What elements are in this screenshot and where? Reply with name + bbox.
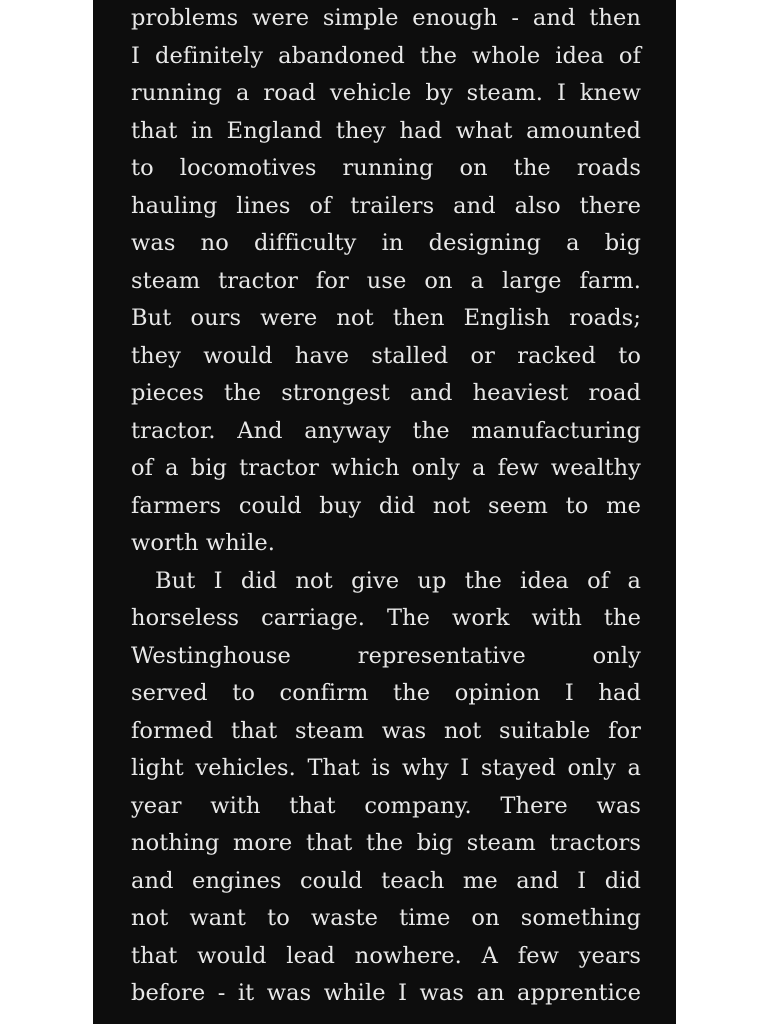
text-line: and engines could teach me and I did xyxy=(131,867,641,894)
text-line: problems were simple enough - and then xyxy=(131,5,641,31)
text-line: light vehicles. That is why I stayed only a xyxy=(131,755,641,781)
text-line: running a road vehicle by steam. I knew xyxy=(131,80,641,106)
text-line: Westinghouse representative only xyxy=(131,642,641,669)
text-line: formed that steam was not suitable for xyxy=(131,717,641,744)
text-line: nothing more that the big steam tractors xyxy=(131,830,641,856)
text-line: before - it was while I was an apprentice xyxy=(131,980,641,1006)
text-line: of a big tractor which only a few wealthy xyxy=(131,455,641,481)
text-line: not want to waste time on something xyxy=(131,905,641,931)
text-line: horseless carriage. The work with the xyxy=(131,605,641,631)
text-line: I definitely abandoned the whole idea of xyxy=(131,42,641,69)
text-line: hauling lines of trailers and also there xyxy=(131,192,641,219)
text-line: that would lead nowhere. A few years xyxy=(131,942,641,969)
text-line: year with that company. There was xyxy=(131,792,641,819)
text-line: But ours were not then English roads; xyxy=(131,305,641,331)
paragraph-start-line: But I did not give up the idea of a xyxy=(155,567,641,594)
text-line: pieces the strongest and heaviest road xyxy=(131,380,641,406)
reader-page xyxy=(93,0,676,1024)
text-line: steam tractor for use on a large farm. xyxy=(131,267,641,294)
text-line: that in England they had what amounted xyxy=(131,117,641,144)
text-line: tractor. And anyway the manufacturing xyxy=(131,417,641,444)
text-line: to locomotives running on the roads xyxy=(131,155,641,181)
text-line: served to confirm the opinion I had xyxy=(131,680,641,706)
text-line: was no difficulty in designing a big xyxy=(131,230,641,256)
text-line: they would have stalled or racked to xyxy=(131,342,641,369)
body-text xyxy=(131,0,641,1013)
text-line: farmers could buy did not seem to me xyxy=(131,492,641,519)
paragraph-end-line: worth while. xyxy=(131,530,276,556)
